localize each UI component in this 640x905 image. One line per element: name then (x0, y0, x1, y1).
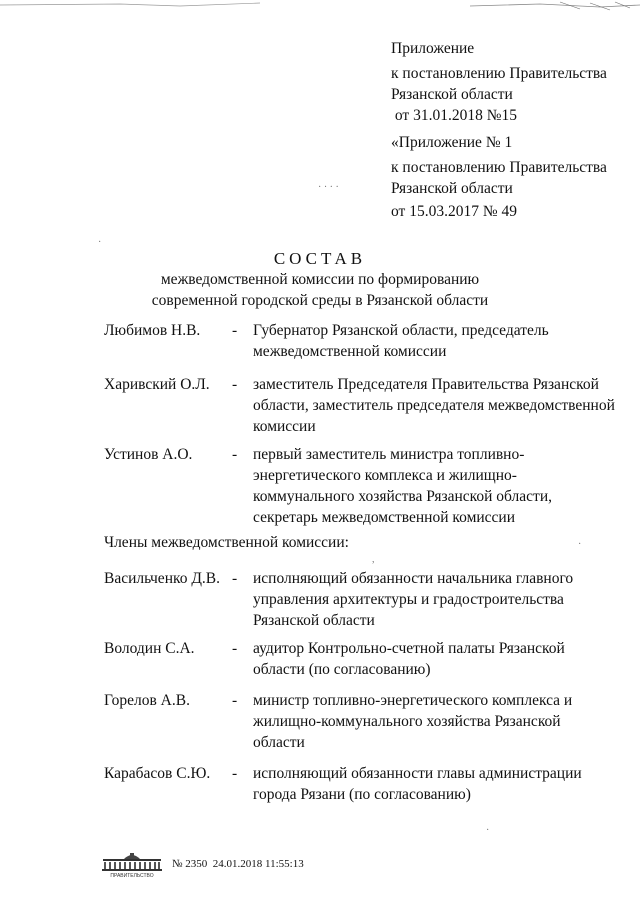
separator-dash: - (232, 640, 238, 657)
government-building-emblem (100, 850, 164, 878)
role-line: исполняющий обязанности начальника главного (253, 570, 574, 587)
member-role (253, 638, 623, 680)
appendix-original-line-3: Рязанской области (391, 180, 513, 197)
separator-dash: - (232, 692, 238, 709)
role-line: города Рязани (по согласованию) (253, 786, 471, 803)
member-role (253, 374, 623, 437)
role-line: первый заместитель министра топливно- (253, 446, 525, 463)
appendix-original-block (391, 132, 631, 222)
member-role (253, 320, 623, 362)
role-line: министр топливно-энергетического комплекса и (253, 692, 573, 709)
separator-dash: - (232, 446, 238, 463)
title-subtitle-line-2: современной городской среды в Рязанской области (151, 292, 489, 309)
appendix-current-line-4: от 31.01.2018 №15 (391, 107, 517, 124)
document-title (0, 248, 640, 311)
member-role (253, 568, 623, 631)
role-line: области (253, 734, 305, 751)
members-heading: Члены межведомственной комиссии: (104, 534, 349, 551)
title-subtitle-line-1: межведомственной комиссии по формированию (160, 271, 480, 288)
member-name: Любимов Н.В. (104, 322, 201, 339)
role-line: управления архитектуры и градостроительства (253, 591, 564, 608)
member-name: Володин С.А. (104, 640, 195, 657)
role-line: исполняющий обязанности главы администрации (253, 765, 582, 782)
role-line: коммунального хозяйства Рязанской области, (253, 488, 552, 505)
scan-speck: · (98, 237, 102, 248)
scan-speck: · (486, 825, 490, 836)
appendix-current-block (391, 38, 631, 126)
member-name: Горелов А.В. (104, 692, 190, 709)
title-heading: СОСТАВ (273, 249, 367, 268)
scan-speck: · (578, 539, 582, 550)
role-line: заместитель Председателя Правительства Рязанской (253, 376, 599, 393)
separator-dash: - (232, 570, 238, 587)
appendix-current-line-2: к постановлению Правительства (391, 65, 607, 82)
role-line: секретарь межведомственной комиссии (253, 509, 516, 526)
role-line: Рязанской области (253, 612, 375, 629)
role-line: области (по согласованию) (253, 661, 431, 678)
member-name: Устинов А.О. (104, 446, 193, 463)
scan-edge-artifact (0, 0, 640, 14)
member-name: Васильченко Д.В. (104, 570, 221, 587)
role-line: комиссии (253, 418, 316, 435)
appendix-original-line-4: от 15.03.2017 № 49 (391, 203, 517, 220)
member-name: Харивский О.Л. (104, 376, 210, 393)
appendix-current-line-1: Приложение (391, 40, 475, 57)
appendix-original-line-1: «Приложение № 1 (391, 134, 513, 151)
member-role (253, 763, 623, 805)
member-role (253, 690, 623, 753)
appendix-original-line-2: к постановлению Правительства (391, 159, 607, 176)
member-role (253, 444, 623, 528)
appendix-current-line-3: Рязанской области (391, 86, 513, 103)
member-name: Карабасов С.Ю. (104, 765, 211, 782)
role-line: Губернатор Рязанской области, председатель (253, 322, 549, 339)
registration-stamp (100, 850, 420, 878)
separator-dash: - (232, 322, 238, 339)
scan-speck: · · · · (318, 182, 339, 193)
role-line: межведомственной комиссии (253, 343, 447, 360)
role-line: жилищно-коммунального хозяйства Рязанской (253, 713, 561, 730)
role-line: энергетического комплекса и жилищно- (253, 467, 517, 484)
scan-speck: , (372, 554, 375, 565)
emblem-caption: ПРАВИТЕЛЬСТВО (110, 873, 154, 878)
separator-dash: - (232, 376, 238, 393)
registration-number: № 2350 24.01.2018 11:55:13 (172, 858, 304, 870)
role-line: области, заместитель председателя межведомственной (253, 397, 615, 414)
separator-dash: - (232, 765, 238, 782)
role-line: аудитор Контрольно-счетной палаты Рязанской (253, 640, 565, 657)
